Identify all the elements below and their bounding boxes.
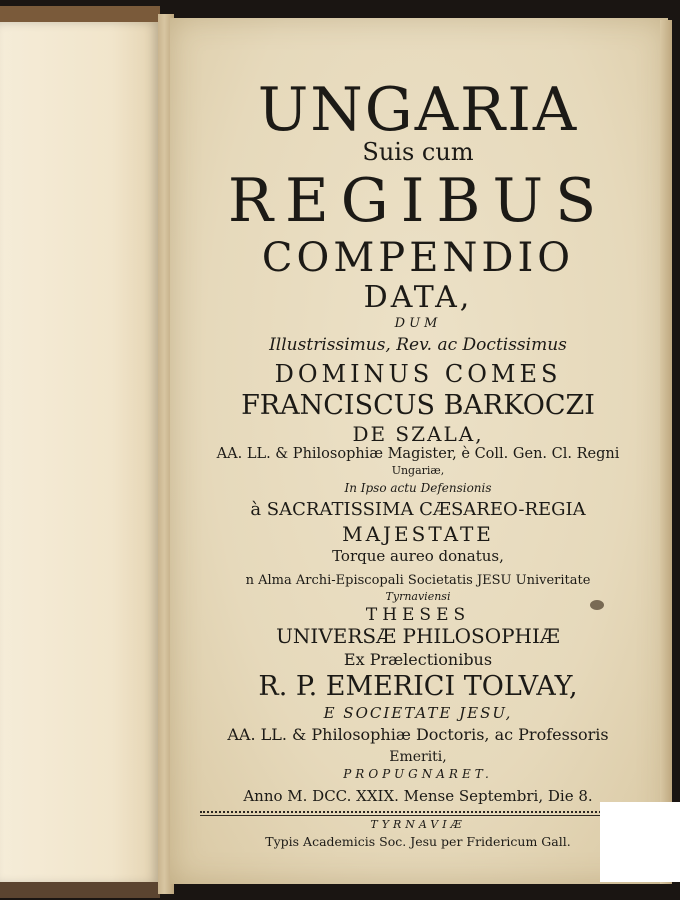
title-main: UNGARIA <box>257 75 579 145</box>
dominus-comes-line: DOMINUS COMES <box>274 360 562 388</box>
universae-line: UNIVERSÆ PHILOSOPHIÆ <box>276 624 560 648</box>
majestate-line: MAJESTATE <box>342 522 494 546</box>
tyrnaviensi-line: Tyrnaviensi <box>385 590 451 603</box>
sacratissima-line: à SACRATISSIMA CÆSAREO-REGIA <box>250 499 586 520</box>
ornamental-rule-line <box>200 815 636 816</box>
theses-line: THESES <box>365 605 471 625</box>
blank-left-leaf <box>0 22 160 884</box>
title-compendio: COMPENDIO <box>261 235 575 281</box>
propugnaret-line: PROPUGNARET. <box>343 767 493 781</box>
alma-line: n Alma Archi-Episcopali Societatis JESU Univeritate <box>245 573 591 588</box>
ornamental-rule <box>200 811 636 813</box>
de-szala-line: DE SZALA, <box>352 422 484 446</box>
emeriti-line: Emeriti, <box>389 749 447 765</box>
illustrissimus-line: Illustrissimus, Rev. ac Doctissimus <box>269 335 567 355</box>
in-ipso-line: In Ipso actu Defensionis <box>344 481 492 495</box>
cover-board-bottom <box>0 882 160 898</box>
subtitle-suis-cum: Suis cum <box>362 138 474 166</box>
magister-line: AA. LL. & Philosophiæ Magister, è Coll. Gen. Cl. Regni <box>216 446 620 462</box>
praelectionibus-line: Ex Prælectionibus <box>343 650 493 669</box>
title-regibus: REGIBUS <box>227 166 609 236</box>
anno-line: Anno M. DCC. XXIX. Mense Septembri, Die 8. <box>243 787 593 805</box>
doctoris-line: AA. LL. & Philosophiæ Doctoris, ac Professoris <box>227 725 609 744</box>
tyrnaviae-line: TYRNAVIÆ <box>370 818 466 831</box>
ungariae-line: Ungariæ, <box>391 464 445 477</box>
dum-line: DUM <box>394 316 442 331</box>
page-edge <box>660 20 672 884</box>
torque-line: Torque aureo donatus, <box>332 547 504 565</box>
emerici-tolvay-line: R. P. EMERICI TOLVAY, <box>258 671 578 702</box>
typis-line: Typis Academicis Soc. Jesu per Fridericum Gall. <box>265 834 571 849</box>
torn-corner <box>600 802 680 882</box>
societate-jesu-line: E SOCIETATE JESU, <box>323 704 513 722</box>
title-data: DATA, <box>363 280 473 315</box>
franciscus-line: FRANCISCUS BARKOCZI <box>241 390 595 421</box>
